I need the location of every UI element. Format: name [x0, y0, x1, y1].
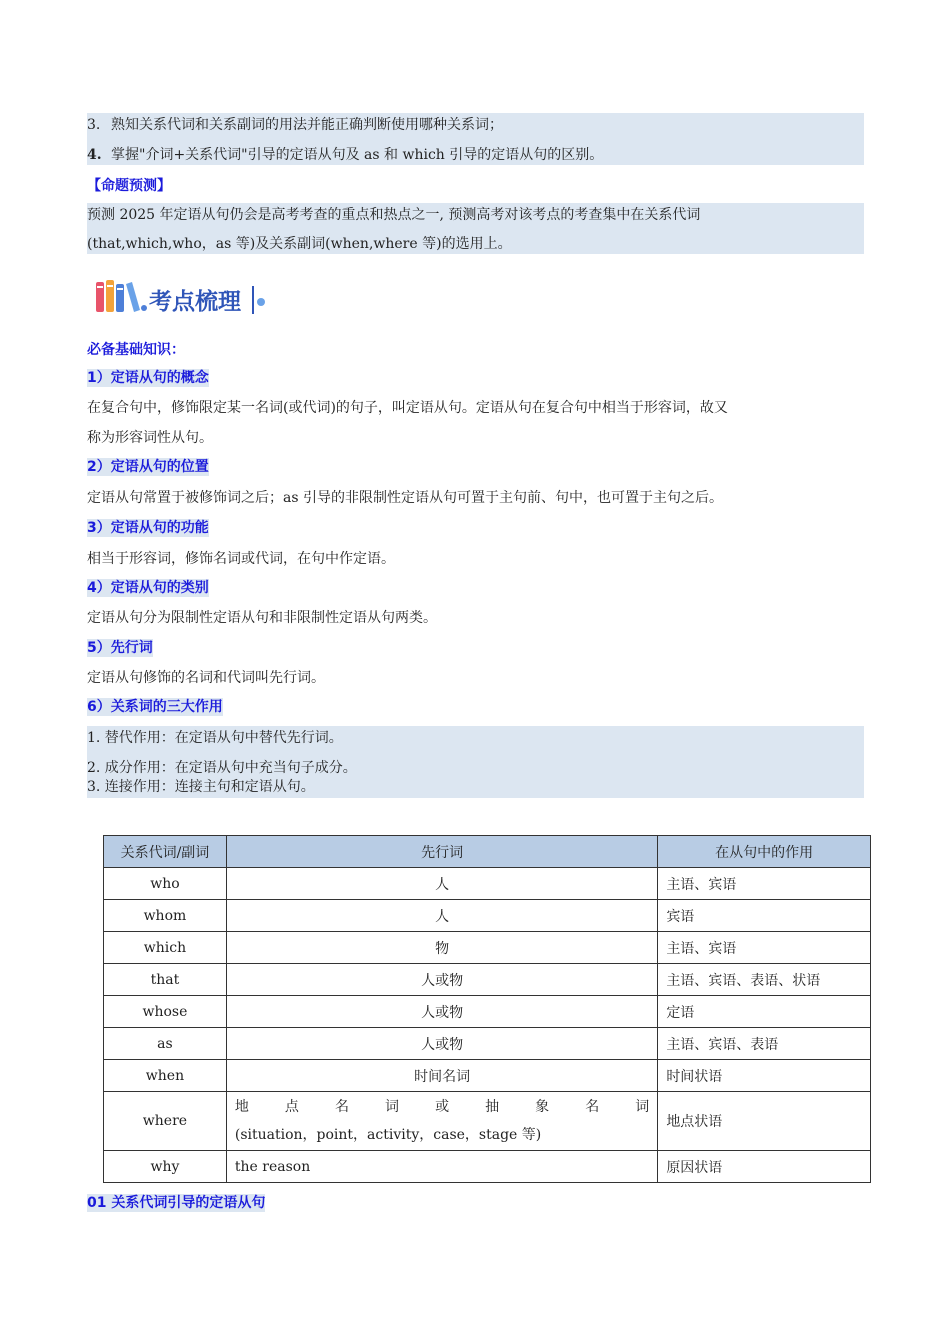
section-1-line-1: 在复合句中，修饰限定某一名词(或代词)的句子，叫定语从句。定语从句在复合句中相当于形容词，故又 [87, 400, 728, 416]
prediction-line-1: 预测 2025 年定语从句仍会是高考考查的重点和热点之一, 预测高考对该考点的考查集中在关系代词 [87, 207, 701, 223]
antecedent-line-2: (situation，point，activity，case，stage 等) [234, 1127, 542, 1143]
table-row [104, 964, 871, 996]
objective-3: 3. 熟知关系代词和关系副词的用法并能正确判断使用哪种关系词； [87, 117, 503, 133]
section-4-line-1: 定语从句分为限制性定语从句和非限制性定语从句两类。 [87, 610, 437, 626]
header-role: 在从句中的作用 [658, 836, 871, 868]
cell-role: 原因状语 [658, 1151, 871, 1183]
cell-antecedent: 人或物 [226, 996, 657, 1028]
cell-role: 主语、宾语 [658, 932, 871, 964]
cell-role: 定语 [658, 996, 871, 1028]
table-row [104, 1151, 871, 1183]
function-3: 3. 连接作用：连接主句和定语从句。 [87, 779, 315, 795]
section-3-heading: 3）定语从句的功能 [87, 520, 209, 536]
prediction-line-2: (that,which,who，as 等)及关系副词(when,where 等)的选用上。 [87, 236, 512, 252]
books-icon [94, 276, 274, 320]
section-2-heading: 2）定语从句的位置 [87, 459, 209, 475]
cell-antecedent: 人或物 [226, 1028, 657, 1060]
table-row [104, 1092, 871, 1151]
table-row [104, 932, 871, 964]
prediction-title: 【命题预测】 [87, 178, 171, 194]
cell-antecedent: the reason [226, 1151, 657, 1183]
cell-role: 宾语 [658, 900, 871, 932]
cell-role: 时间状语 [658, 1060, 871, 1092]
section-1-heading: 1）定语从句的概念 [87, 370, 209, 386]
section-2-line-1: 定语从句常置于被修饰词之后；as 引导的非限制性定语从句可置于主句前、句中，也可置于主句之后。 [87, 490, 723, 506]
section-6-heading: 6）关系词的三大作用 [87, 699, 223, 715]
header-word: 关系代词/副词 [104, 836, 227, 868]
next-section-heading: 01 关系代词引导的定语从句 [87, 1195, 266, 1211]
cell-role: 主语、宾语 [658, 868, 871, 900]
cell-word: when [104, 1060, 227, 1092]
cell-word: which [104, 932, 227, 964]
cell-antecedent: 物 [226, 932, 657, 964]
section-5-line-1: 定语从句修饰的名词和代词叫先行词。 [87, 670, 325, 686]
logo-text: 考点梳理 [149, 289, 241, 315]
function-2: 2. 成分作用：在定语从句中充当句子成分。 [87, 760, 357, 776]
function-1: 1. 替代作用：在定语从句中替代先行词。 [87, 730, 343, 746]
cell-word: why [104, 1151, 227, 1183]
cell-antecedent: 时间名词 [226, 1060, 657, 1092]
objective-4: 4. 掌握"介词+关系代词"引导的定语从句及 as 和 which 引导的定语从句的区别。 [87, 147, 604, 163]
table-row [104, 900, 871, 932]
cell-word: who [104, 868, 227, 900]
table-header-row [104, 836, 871, 868]
header-antecedent: 先行词 [226, 836, 657, 868]
section-4-heading: 4）定语从句的类别 [87, 580, 209, 596]
cell-antecedent [226, 1092, 657, 1151]
cell-word: whom [104, 900, 227, 932]
table-row [104, 868, 871, 900]
cell-word: as [104, 1028, 227, 1060]
table-row [104, 996, 871, 1028]
cell-antecedent: 人 [226, 868, 657, 900]
table-row [104, 1028, 871, 1060]
antecedent-line-1: 地 点 名 词 或 抽 象 名 词 [234, 1099, 650, 1115]
cell-word: that [104, 964, 227, 996]
cell-role: 地点状语 [658, 1092, 871, 1151]
cell-antecedent: 人 [226, 900, 657, 932]
section-logo [94, 276, 274, 320]
cell-role: 主语、宾语、表语、状语 [658, 964, 871, 996]
cell-antecedent: 人或物 [226, 964, 657, 996]
cell-role: 主语、宾语、表语 [658, 1028, 871, 1060]
section-3-line-1: 相当于形容词，修饰名词或代词，在句中作定语。 [87, 551, 395, 567]
relative-words-table [103, 835, 871, 1183]
cell-word: whose [104, 996, 227, 1028]
table-row [104, 1060, 871, 1092]
cell-word: where [104, 1092, 227, 1151]
section-1-line-2: 称为形容词性从句。 [87, 430, 213, 446]
basics-title: 必备基础知识： [87, 342, 185, 358]
section-5-heading: 5）先行词 [87, 640, 153, 656]
